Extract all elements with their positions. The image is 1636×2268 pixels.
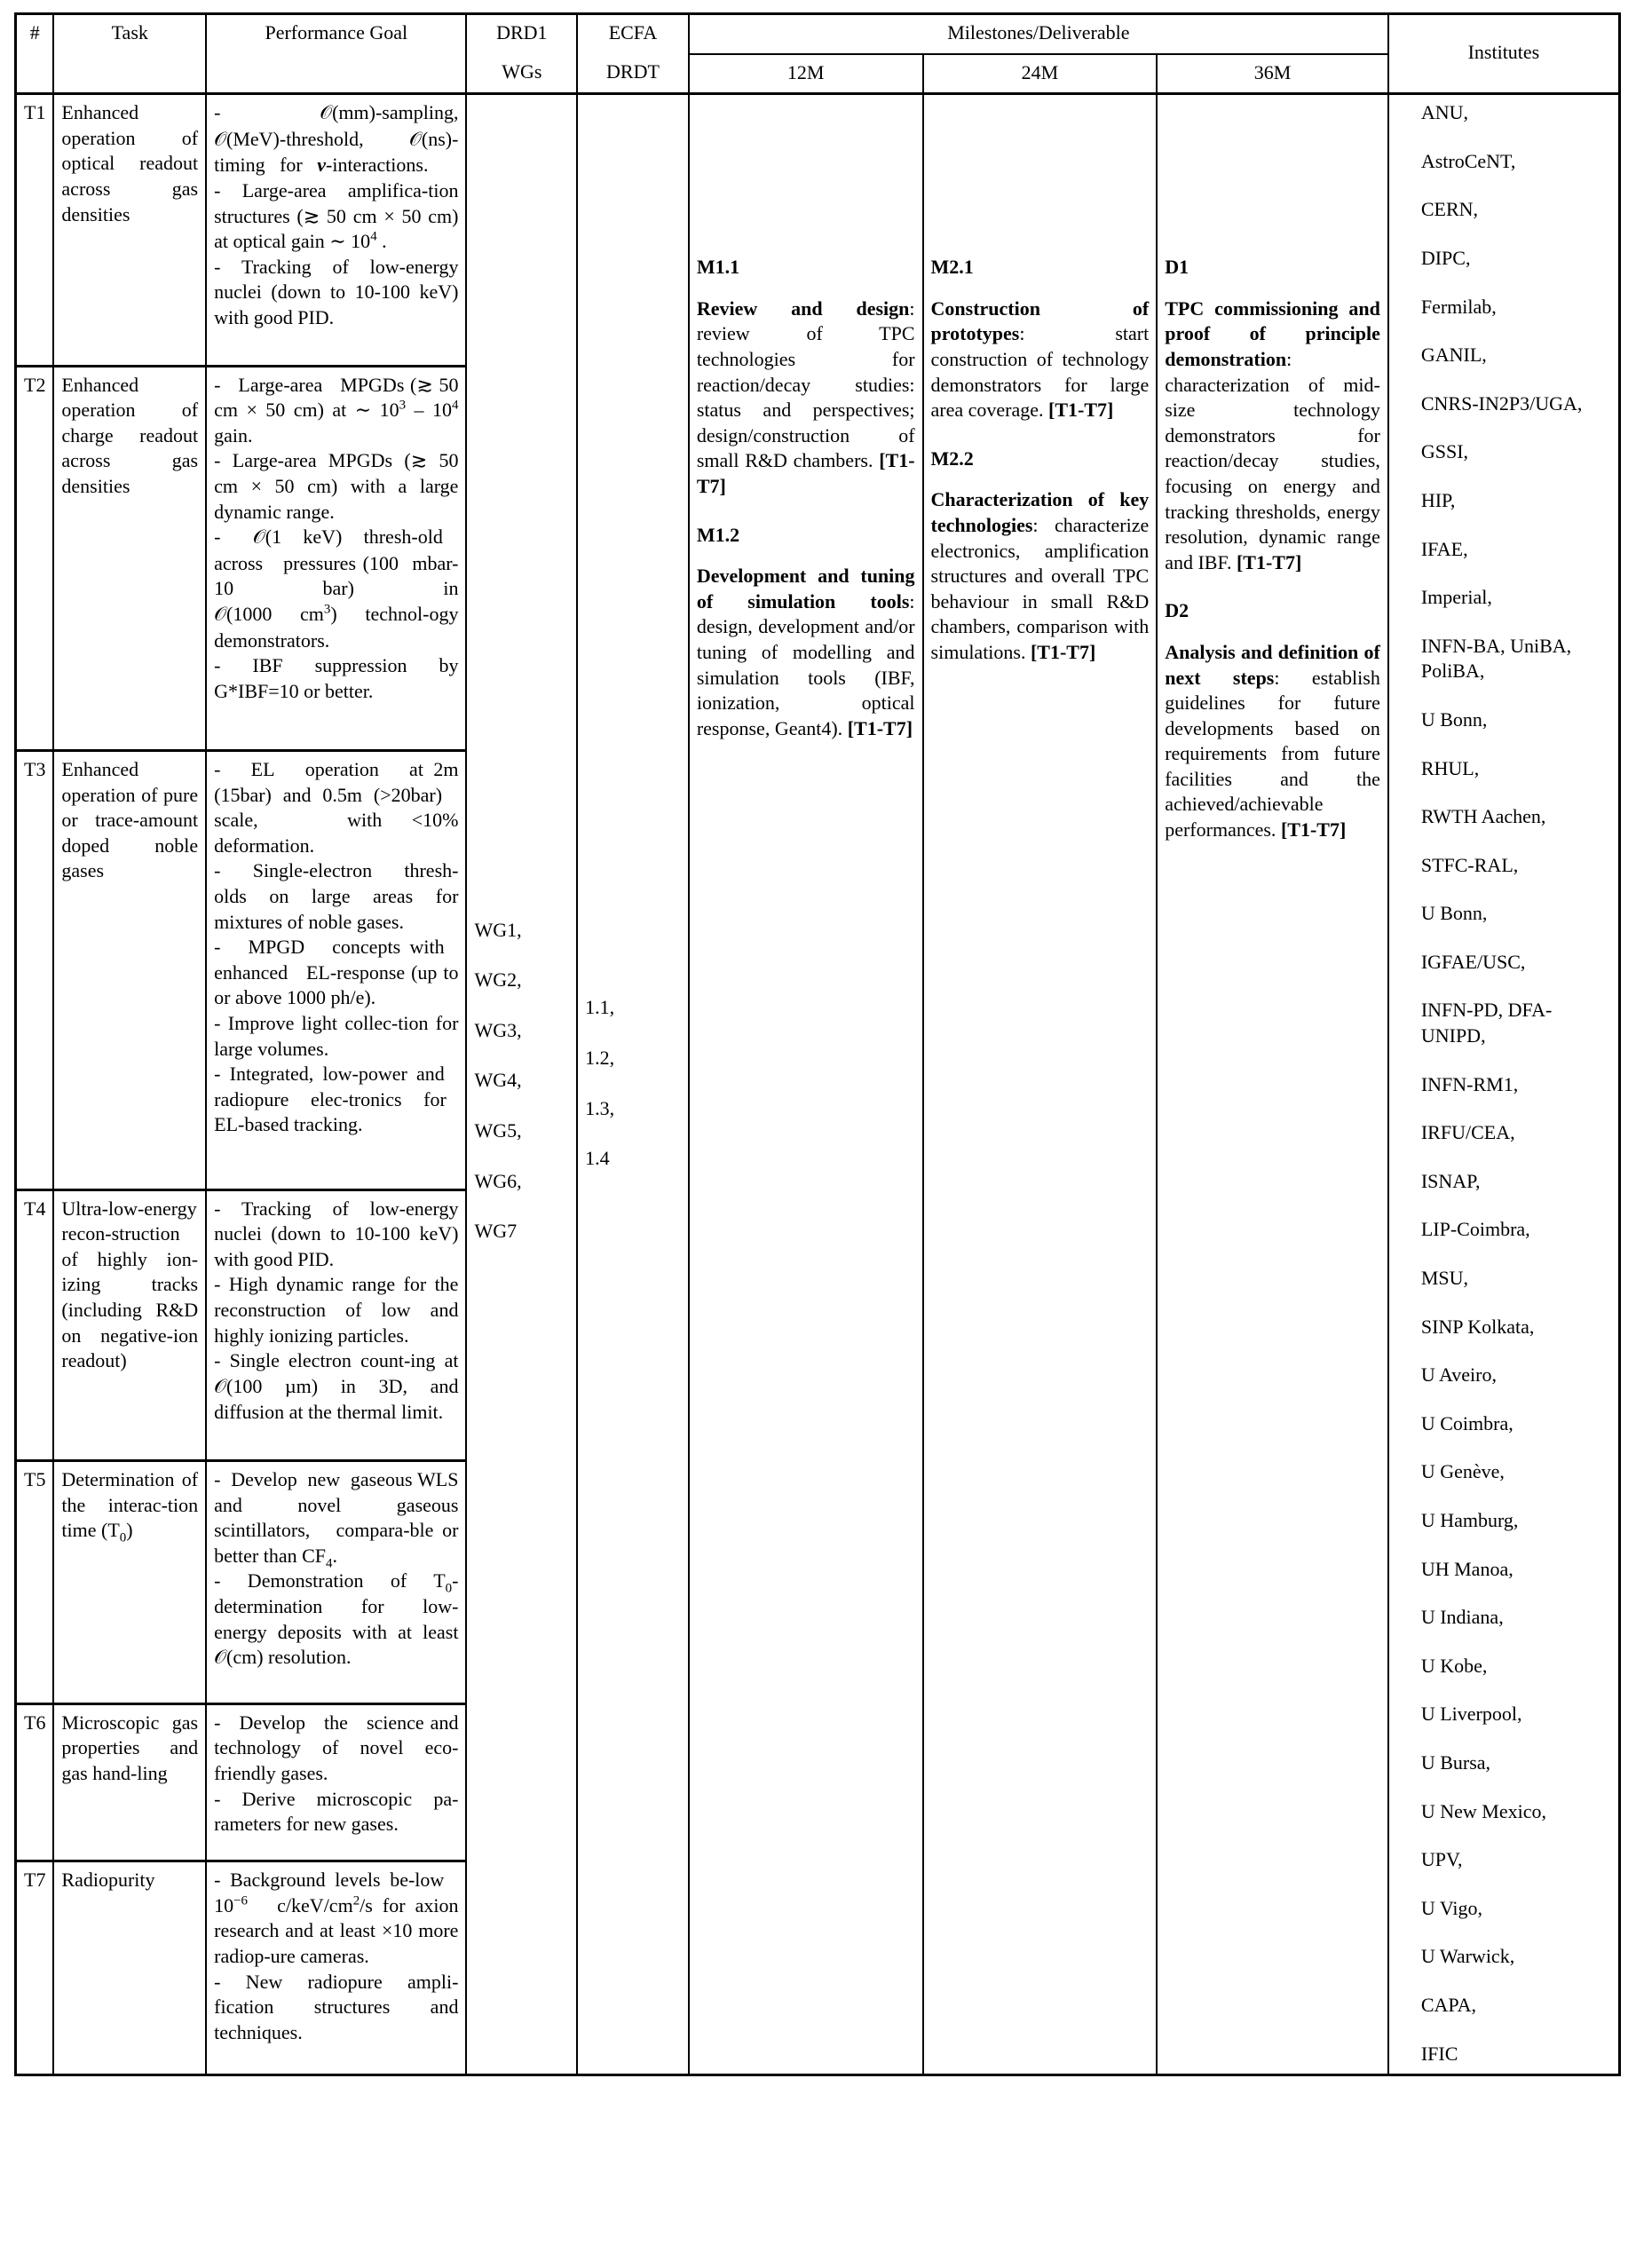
goal-item: - 𝒪(mm)-sampling, 𝒪(MeV)-threshold, 𝒪(ns)-timing for ν-interactions. [214, 101, 459, 177]
goal-item: - High dynamic range for the reconstruction of low and highly ionizing particles. [214, 1273, 459, 1347]
institute-item: GANIL, [1420, 344, 1487, 367]
drd1-wgs-cell [466, 94, 577, 2075]
institute-item: CNRS-IN2P3/UGA, [1420, 391, 1583, 415]
milestone-title: Development and tuning of simulation tools [696, 565, 915, 612]
deliverable-tasks: [T1-T7] [1236, 550, 1302, 573]
goal-item: - Integrated, low-power and radiopure elec-tronics for EL-based tracking. [214, 1063, 459, 1136]
deliverable-title: Analysis and definition of next steps [1165, 640, 1380, 689]
institute-item: U Kobe, [1420, 1654, 1488, 1677]
task-title: Determination of the interac-tion time $(T_0)$ [53, 1461, 206, 1704]
milestone-desc: : design, development and/or tuning of modelling and simulation tools (IBF, ionization, optical response, Geant4). [696, 589, 915, 739]
institute-item: U Genève, [1420, 1460, 1505, 1483]
header-number: # [16, 14, 54, 94]
wg-item: WG5, [474, 1118, 522, 1142]
goal-item: - EL operation at 2m (15bar) and 0.5m (>20bar) scale, with <10% deformation. [214, 758, 459, 857]
institute-item: U Bursa, [1420, 1750, 1491, 1774]
goal-item: - Single electron count-ing at 𝒪(100 µm) in 3D, and diffusion at the thermal limit. [214, 1349, 459, 1424]
goal-item: - Tracking of low-energy nuclei (down to 10-100 keV) with good PID. [214, 1197, 459, 1270]
task-title: Enhanced operation of charge readout across gas densities [53, 366, 206, 750]
milestone-title: Review and design [696, 296, 910, 320]
deliverable-desc: : establish guidelines for future developments based on requirements from future facilities and the achieved/achievable performances. [1165, 666, 1380, 842]
header-task: Task [53, 14, 206, 94]
milestone-tasks: [T1-T7] [1048, 399, 1114, 422]
goal-item: - Large-area MPGDs (≳ 50 cm × 50 cm) with a large dynamic range. [214, 449, 459, 523]
performance-goal-cell [206, 1461, 466, 1704]
institute-item: INFN-BA, UniBA, PoliBA, [1420, 634, 1572, 683]
task-id: T1 [16, 94, 54, 367]
task-title: Enhanced operation of pure or trace-amount doped noble gases [53, 751, 206, 1190]
institute-item: HIP, [1420, 488, 1456, 511]
institute-item: LIP-Coimbra, [1420, 1218, 1530, 1241]
institute-item: ANU, [1420, 101, 1469, 124]
header-milestone-24m: 24M [923, 54, 1158, 94]
deliverable-text [1165, 640, 1380, 843]
milestone-desc: : review of TPC technologies for reaction/decay studies: status and perspectives; design/construction of small R&D chambers. [696, 296, 915, 472]
institute-item: IRFU/CEA, [1420, 1121, 1515, 1144]
header-milestone-12m: 12M [689, 54, 923, 94]
wg-item: WG4, [474, 1069, 522, 1092]
goal-item: - Large-area amplifica-tion structures (≳ 50 cm × 50 cm) at optical gain ∼ $10^4$ . [214, 178, 459, 253]
deliverable-text [1165, 296, 1380, 576]
institute-item: INFN-PD, DFA-UNIPD, [1420, 999, 1553, 1047]
goal-item: - Large-area MPGDs (≳ 50 cm × 50 cm) at ∼ $10^3 - 10^4$ gain. [214, 373, 459, 446]
spacer [931, 100, 1150, 255]
task-title: Ultra-low-energy recon-struction of highly ion-izing tracks (including R&D on negative-ion readout) [53, 1189, 206, 1460]
deliverable-id: D1 [1165, 256, 1189, 279]
institute-item: U Warwick, [1420, 1945, 1515, 1968]
institutes-cell [1388, 94, 1620, 2075]
milestone-tasks: [T1-T7] [847, 716, 913, 739]
institute-item: RHUL, [1420, 756, 1480, 779]
institute-item: UPV, [1420, 1848, 1463, 1871]
institute-item: CERN, [1420, 198, 1479, 221]
milestone-text [697, 564, 915, 741]
institute-item: INFN-RM1, [1420, 1072, 1519, 1095]
institute-item: Fermilab, [1420, 295, 1497, 318]
milestone-id: M2.2 [930, 446, 974, 470]
task-title: Radiopurity [53, 1861, 206, 2075]
goal-item: - New radiopure ampli-fication structures and techniques. [214, 1970, 459, 2043]
goal-item: - MPGD concepts with enhanced EL-response (up to or above 1000 ph/e). [214, 936, 459, 1009]
institute-item: U Aveiro, [1420, 1363, 1497, 1387]
goal-item: - Single-electron thresh-olds on large areas for mixtures of noble gases. [214, 859, 459, 933]
institute-item: AstroCeNT, [1420, 149, 1516, 172]
task-title: Enhanced operation of optical readout across gas densities [53, 94, 206, 367]
header-ecfa-drdt-line1: ECFA [577, 14, 689, 54]
institute-item: U Bonn, [1420, 902, 1488, 925]
task-id: T6 [16, 1703, 54, 1861]
institute-item: ISNAP, [1420, 1169, 1481, 1192]
institute-item: U Indiana, [1420, 1606, 1504, 1629]
institute-item: UH Manoa, [1420, 1557, 1513, 1580]
deliverable-title: TPC commissioning and proof of principle demonstration [1165, 296, 1380, 370]
performance-goal-cell [206, 1703, 466, 1861]
goal-item: - IBF suppression by G*IBF=10 or better. [214, 654, 459, 702]
institute-item: GSSI, [1420, 440, 1469, 463]
institute-item: U Bonn, [1420, 707, 1488, 731]
institute-item: U Liverpool, [1420, 1703, 1522, 1726]
header-performance-goal: Performance Goal [206, 14, 466, 94]
table-row [16, 94, 1620, 367]
goal-item: - Derive microscopic pa-rameters for new gases. [214, 1787, 459, 1836]
goal-item: - 𝒪(1 keV) thresh-old across pressures (100 mbar-10 bar) in 𝒪(1000 $cm^3$) technol-ogy demonstrators. [214, 526, 459, 652]
drdt-item: 1.1, [585, 996, 615, 1019]
institute-item: U Coimbra, [1420, 1411, 1513, 1434]
goal-item: - Develop new gaseous WLS and novel gaseous scintillators, compara-ble or better than $CF_4$. [214, 1468, 459, 1571]
table-header-row [16, 14, 1620, 54]
milestone-text [697, 296, 915, 500]
rd-roadmap-table [14, 12, 1621, 2076]
institute-item: U New Mexico, [1420, 1799, 1546, 1822]
deliverable-desc: : characterization of mid-size technology demonstrators for reaction/decay studies, focusing on energy and tracking thresholds, energy resolution, dynamic range and IBF. [1165, 347, 1380, 573]
header-ecfa-drdt-line2: DRDT [577, 54, 689, 94]
drdt-item: 1.2, [585, 1047, 615, 1070]
task-id: T5 [16, 1461, 54, 1704]
task-title: Microscopic gas properties and gas hand-ling [53, 1703, 206, 1861]
wg-item: WG2, [474, 968, 522, 992]
task-id: T7 [16, 1861, 54, 2075]
task-id: T3 [16, 751, 54, 1190]
milestone-id: M2.1 [930, 256, 974, 279]
institute-item: IFIC [1420, 2042, 1458, 2065]
header-drd1-wgs-line1: DRD1 [466, 14, 577, 54]
milestone-text [931, 487, 1150, 665]
institute-item: Imperial, [1420, 586, 1492, 609]
institute-item: U Hamburg, [1420, 1509, 1519, 1531]
performance-goal-cell [206, 751, 466, 1190]
goal-item: - Tracking of low-energy nuclei (down to 10-100 keV) with good PID. [214, 255, 459, 328]
drdt-item: 1.4 [585, 1147, 610, 1170]
institute-item: IGFAE/USC, [1420, 950, 1526, 973]
milestone-title: Characterization of key technologies [930, 488, 1150, 536]
milestone-36m-cell [1157, 94, 1388, 2075]
institute-item: RWTH Aachen, [1420, 805, 1546, 828]
milestone-24m-cell [923, 94, 1158, 2075]
milestone-id: M1.1 [696, 256, 740, 279]
institute-item: U Vigo, [1420, 1896, 1483, 1919]
deliverable-tasks: [T1-T7] [1280, 818, 1347, 842]
task-id: T4 [16, 1189, 54, 1460]
wg-item: WG3, [474, 1018, 522, 1041]
header-drd1-wgs-line2: WGs [466, 54, 577, 94]
milestone-tasks: [T1-T7] [696, 449, 915, 497]
institute-item: IFAE, [1420, 537, 1468, 560]
performance-goal-cell [206, 366, 466, 750]
institute-item: CAPA, [1420, 1993, 1477, 2016]
milestone-title: Construction of prototypes [930, 296, 1150, 345]
header-milestone-36m: 36M [1157, 54, 1388, 94]
institute-item: SINP Kolkata, [1420, 1315, 1535, 1338]
performance-goal-cell [206, 94, 466, 367]
institute-item: DIPC, [1420, 246, 1471, 269]
milestone-desc: : start construction of technology demonstrators for large area coverage. [930, 322, 1150, 422]
milestone-12m-cell [689, 94, 923, 2075]
milestone-id: M1.2 [696, 523, 740, 546]
drdt-item: 1.3, [585, 1096, 615, 1119]
header-milestones-group: Milestones/Deliverable [689, 14, 1388, 54]
milestone-tasks: [T1-T7] [1030, 640, 1096, 663]
ecfa-drdt-cell [577, 94, 689, 2075]
performance-goal-cell [206, 1189, 466, 1460]
performance-goal-cell [206, 1861, 466, 2075]
milestone-desc: : characterize electronics, amplification structures and overall TPC behaviour in small R&D chambers, comparison with simulations. [930, 513, 1150, 663]
document-page [0, 12, 1636, 2268]
spacer [1165, 100, 1380, 255]
deliverable-id: D2 [1165, 599, 1189, 622]
wg-item: WG7 [474, 1220, 518, 1243]
header-institutes: Institutes [1388, 14, 1620, 94]
goal-item: - Demonstration of $T_0$-determination for low-energy deposits with at least 𝒪(cm) resolution. [214, 1569, 459, 1670]
goal-item: - Develop the science and technology of novel eco-friendly gases. [214, 1711, 459, 1784]
spacer [697, 100, 915, 255]
institute-item: STFC-RAL, [1420, 853, 1519, 876]
milestone-text [931, 296, 1150, 423]
goal-item: - Background levels be-low $10^{-6}$ $c/keV/cm^2/s$ for axion research and at least ×10 more radiop-ure cameras. [214, 1869, 459, 1967]
goal-item: - Improve light collec-tion for large volumes. [214, 1012, 459, 1060]
wg-item: WG6, [474, 1169, 522, 1192]
task-id: T2 [16, 366, 54, 750]
institute-item: MSU, [1420, 1267, 1469, 1290]
wg-item: WG1, [474, 918, 522, 941]
